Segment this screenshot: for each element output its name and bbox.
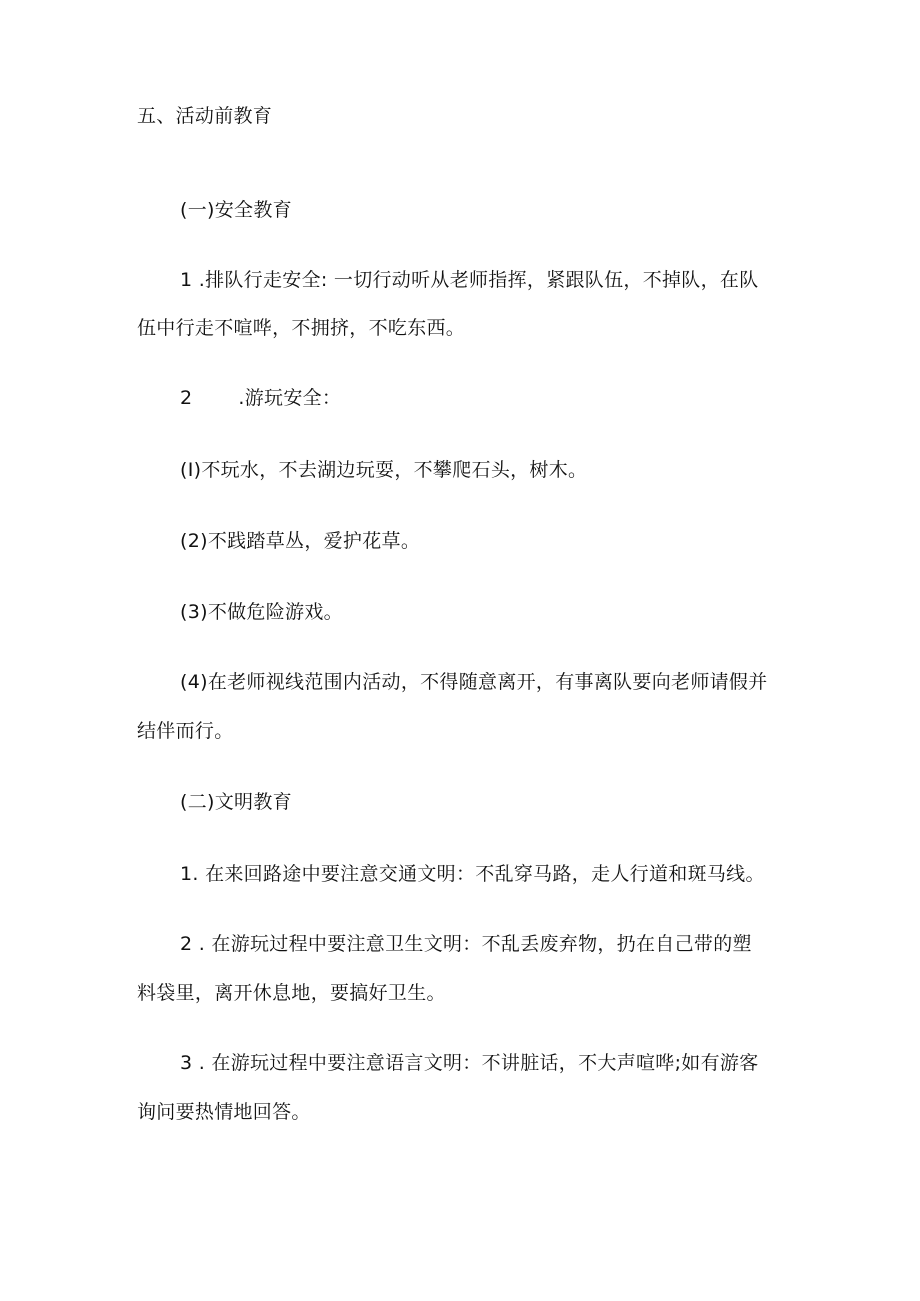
safety-sub-item-3: (3)不做危险游戏。 bbox=[180, 601, 343, 623]
safety-item-2-text: .游玩安全： bbox=[238, 387, 342, 409]
safety-item-2 bbox=[180, 372, 341, 424]
civility-education-title: (二)文明教育 bbox=[180, 791, 292, 813]
safety-sub-item-1: (I)不玩水，不去湖边玩耍，不攀爬石头，树木。 bbox=[180, 459, 588, 481]
safety-item-2-number: 2 bbox=[180, 387, 193, 409]
civility-item-2-line-2: 料袋里，离开休息地，要搞好卫生。 bbox=[137, 982, 446, 1004]
safety-sub-item-2: (2)不践踏草丛，爱护花草。 bbox=[180, 530, 421, 552]
section-heading: 五、活动前教育 bbox=[137, 105, 273, 127]
civility-item-3-line-1: 3 . 在游玩过程中要注意语言文明：不讲脏话，不大声喧哗;如有游客 bbox=[180, 1052, 759, 1074]
safety-item-1-line-1: 1 .排队行走安全: 一切行动听从老师指挥，紧跟队伍，不掉队，在队 bbox=[180, 269, 759, 291]
civility-item-2-line-1: 2 . 在游玩过程中要注意卫生文明：不乱丢废弃物，扔在自己带的塑 bbox=[180, 933, 752, 955]
safety-sub-item-4-line-2: 结伴而行。 bbox=[137, 720, 234, 742]
safety-education-title: (一)安全教育 bbox=[180, 199, 292, 221]
civility-item-3-line-2: 询问要热情地回答。 bbox=[137, 1101, 311, 1123]
civility-item-1: 1. 在来回路途中要注意交通文明：不乱穿马路，走人行道和斑马线。 bbox=[180, 863, 765, 885]
safety-sub-item-4-line-1: (4)在老师视线范围内活动，不得随意离开，有事离队要向老师请假并 bbox=[180, 671, 768, 693]
safety-item-1-line-2: 伍中行走不喧哗，不拥挤，不吃东西。 bbox=[137, 317, 466, 339]
